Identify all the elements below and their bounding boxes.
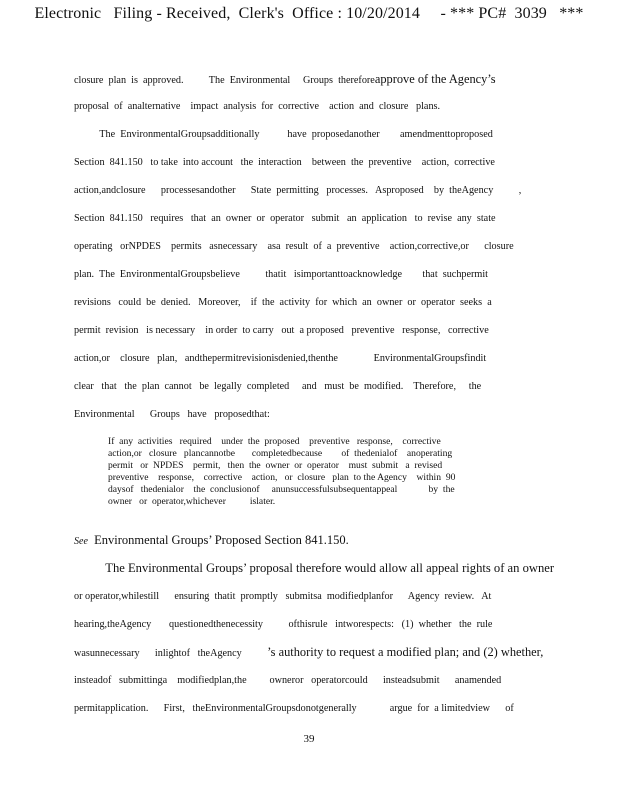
- block-quote-line: action,or closure plancannotbe completedbecause of thedenialof anoperating: [108, 448, 453, 459]
- citation-text: Environmental Groups’ Proposed Section 841.150.: [94, 533, 349, 547]
- body-line: proposal of analternative impact analysis for corrective action and closure plans.: [74, 101, 441, 112]
- body-line: plan. The EnvironmentalGroupsbelieve thatit isimportanttoacknowledge that suchpermit: [74, 269, 489, 280]
- body-line: insteadof submittinga modifiedplan,the owneror operatorcould insteadsubmit anamended: [74, 675, 502, 686]
- page-number: 39: [303, 733, 315, 745]
- body-line: or operator,whilestill ensuring thatit promptly submitsa modifiedplanfor Agency review. At: [74, 591, 492, 602]
- block-quote-line: owner or operator,whichever islater.: [108, 496, 276, 507]
- body-line: action,andclosure processesandother State permitting processes. Asproposed by theAgency ,: [74, 185, 522, 196]
- body-line: Section 841.150 to take into account the interaction between the preventive action, corrective: [74, 157, 495, 168]
- body-line: Environmental Groups have proposedthat:: [74, 409, 270, 420]
- body-line: permitapplication. First, theEnvironmentalGroupsdonotgenerally argue for a limitedview of: [74, 703, 514, 714]
- body-line: action,or closure plan, andthepermitrevisionisdenied,thenthe EnvironmentalGroupsfindit: [74, 353, 487, 364]
- block-quote-line: daysof thedenialor the conclusionof anunsuccessfulsubsequentappeal by the: [108, 484, 455, 495]
- body-line: clear that the plan cannot be legally completed and must be modified. Therefore, the: [74, 381, 482, 392]
- body-line: The EnvironmentalGroupsadditionally have proposedanother amendmenttoproposed: [74, 129, 493, 140]
- filing-header: Electronic Filing - Received, Clerk's Office : 10/20/2014 - *** PC# 3039 ***: [34, 5, 584, 22]
- body-line: hearing,theAgency questionedthenecessity ofthisrule intworespects: (1) whether the rule: [74, 619, 493, 630]
- block-quote-line: If any activities required under the proposed preventive response, corrective: [108, 436, 441, 447]
- block-quote-line: preventive response, corrective action, or closure plan to the Agency within 90: [108, 472, 456, 483]
- body-line: permit revision is necessary in order to carry out a proposed preventive response, corrective: [74, 325, 489, 336]
- block-quote-line: permit or NPDES permit, then the owner or operator must submit a revised: [108, 460, 443, 471]
- body-line: wasunnecessary inlightof theAgency ’s authority to request a modified plan; and (2) whether,: [74, 645, 544, 659]
- body-line: closure plan is approved. The Environmental Groups thereforeapprove of the Agency’s: [74, 72, 496, 86]
- citation-line: [74, 533, 349, 548]
- body-line: revisions could be denied. Moreover, if the activity for which an owner or operator seeks a: [74, 297, 492, 308]
- body-line: The Environmental Groups’ proposal therefore would allow all appeal rights of an owner: [74, 561, 555, 575]
- body-line: Section 841.150 requires that an owner or operator submit an application to revise any state: [74, 213, 496, 224]
- see-signal: See: [74, 536, 88, 547]
- body-line: operating orNPDES permits asnecessary asa result of a preventive action,corrective,or closure: [74, 241, 514, 252]
